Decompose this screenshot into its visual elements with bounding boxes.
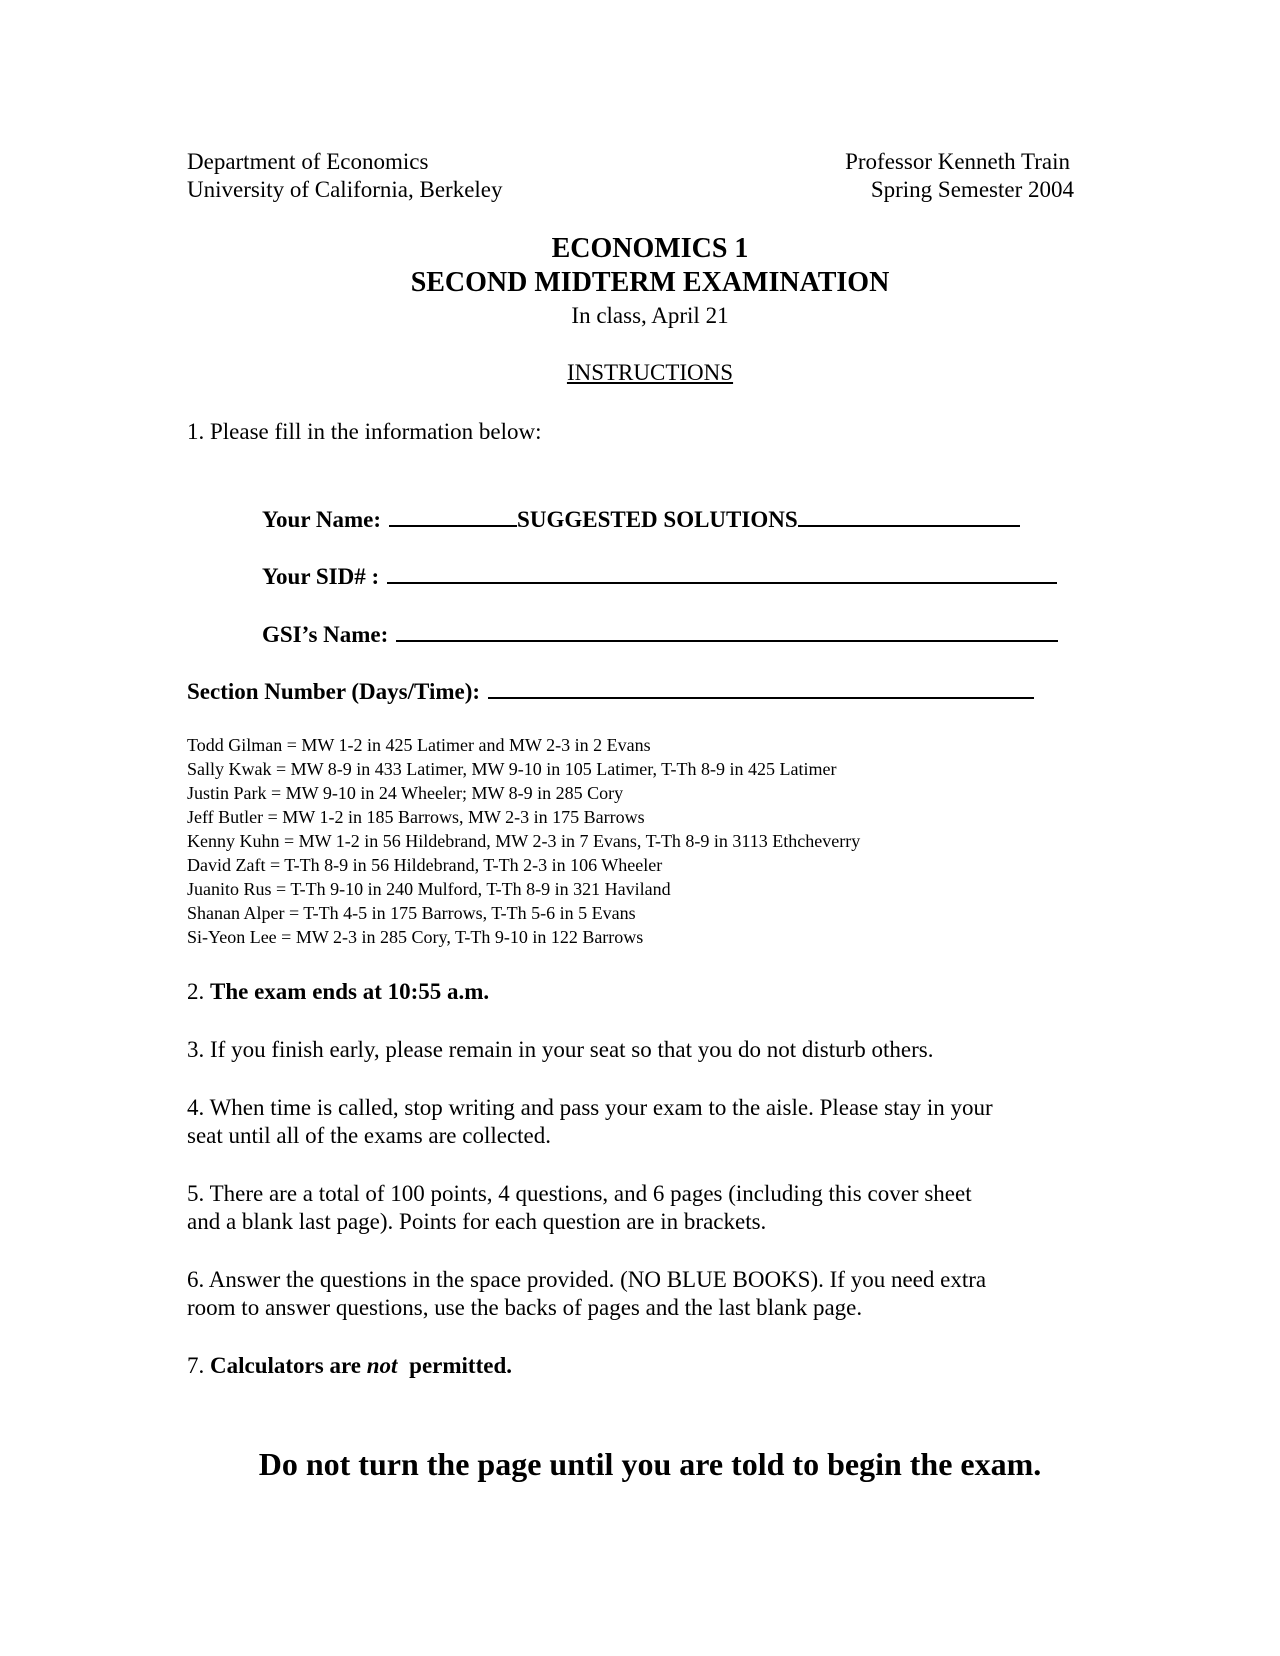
instruction-4-line-1: 4. When time is called, stop writing and pass your exam to the aisle. Please stay in your bbox=[187, 1095, 993, 1120]
semester: Spring Semester 2004 bbox=[870, 177, 1074, 202]
instruction-7-number: 7. bbox=[187, 1353, 205, 1378]
list-item: Justin Park = MW 9-10 in 24 Wheeler; MW 8-9 in 285 Cory bbox=[187, 783, 624, 803]
instruction-6-line-1: 6. Answer the questions in the space provided. (NO BLUE BOOKS). If you need extra bbox=[187, 1267, 987, 1292]
instruction-1: 1. Please fill in the information below: bbox=[187, 419, 542, 444]
sid-label: Your SID# : bbox=[262, 564, 380, 589]
list-item: Shanan Alper = T-Th 4-5 in 175 Barrows, T-Th 5-6 in 5 Evans bbox=[187, 903, 636, 923]
instruction-6-line-2: room to answer questions, use the backs of pages and the last blank page. bbox=[187, 1295, 863, 1320]
section-label: Section Number (Days/Time): bbox=[187, 679, 481, 704]
section-field bbox=[187, 677, 1034, 705]
professor-name: Professor Kenneth Train bbox=[845, 149, 1070, 174]
instruction-7-text-a: Calculators are bbox=[210, 1353, 361, 1378]
university-name: University of California, Berkeley bbox=[187, 177, 503, 202]
section-list bbox=[187, 733, 860, 949]
instruction-3: 3. If you finish early, please remain in your seat so that you do not disturb others. bbox=[187, 1037, 934, 1062]
sid-field bbox=[262, 562, 1057, 590]
closing-notice: Do not turn the page until you are told to begin the exam. bbox=[258, 1446, 1042, 1482]
instruction-4-line-2: seat until all of the exams are collected. bbox=[187, 1123, 552, 1148]
instruction-7-text-b: permitted. bbox=[409, 1353, 512, 1378]
instruction-2-text: The exam ends at 10:55 a.m. bbox=[210, 979, 490, 1004]
section-input-line[interactable] bbox=[488, 677, 1034, 699]
gsi-field bbox=[262, 620, 1058, 648]
gsi-input-line[interactable] bbox=[396, 620, 1058, 642]
instruction-5-line-1: 5. There are a total of 100 points, 4 questions, and 6 pages (including this cover sheet bbox=[187, 1181, 972, 1206]
name-underline-right bbox=[798, 505, 1020, 527]
gsi-label: GSI’s Name: bbox=[262, 622, 389, 647]
instruction-7 bbox=[187, 1352, 512, 1380]
name-value[interactable]: SUGGESTED SOLUTIONS bbox=[517, 507, 798, 532]
list-item: Jeff Butler = MW 1-2 in 185 Barrows, MW 2-3 in 175 Barrows bbox=[187, 807, 645, 827]
name-underline-left bbox=[389, 505, 517, 527]
name-label: Your Name: bbox=[262, 507, 382, 532]
list-item: Kenny Kuhn = MW 1-2 in 56 Hildebrand, MW 2-3 in 7 Evans, T-Th 8-9 in 3113 Ethcheverry bbox=[187, 831, 861, 851]
list-item: David Zaft = T-Th 8-9 in 56 Hildebrand, T-Th 2-3 in 106 Wheeler bbox=[187, 855, 663, 875]
exam-subtitle: In class, April 21 bbox=[571, 303, 729, 328]
instruction-7-emphasis: not bbox=[366, 1353, 398, 1378]
name-field bbox=[262, 505, 1020, 533]
instruction-2-number: 2. bbox=[187, 979, 205, 1004]
list-item: Juanito Rus = T-Th 9-10 in 240 Mulford, T-Th 8-9 in 321 Haviland bbox=[187, 879, 671, 899]
exam-title: SECOND MIDTERM EXAMINATION bbox=[410, 267, 890, 298]
list-item: Si-Yeon Lee = MW 2-3 in 285 Cory, T-Th 9-10 in 122 Barrows bbox=[187, 927, 644, 947]
instruction-2 bbox=[187, 978, 489, 1006]
department-name: Department of Economics bbox=[187, 149, 429, 174]
course-title: ECONOMICS 1 bbox=[551, 233, 749, 264]
list-item: Todd Gilman = MW 1-2 in 425 Latimer and MW 2-3 in 2 Evans bbox=[187, 735, 651, 755]
sid-input-line[interactable] bbox=[387, 562, 1057, 584]
instruction-5-line-2: and a blank last page). Points for each question are in brackets. bbox=[187, 1209, 767, 1234]
list-item: Sally Kwak = MW 8-9 in 433 Latimer, MW 9-10 in 105 Latimer, T-Th 8-9 in 425 Latimer bbox=[187, 759, 837, 779]
instructions-heading: INSTRUCTIONS bbox=[566, 360, 734, 385]
